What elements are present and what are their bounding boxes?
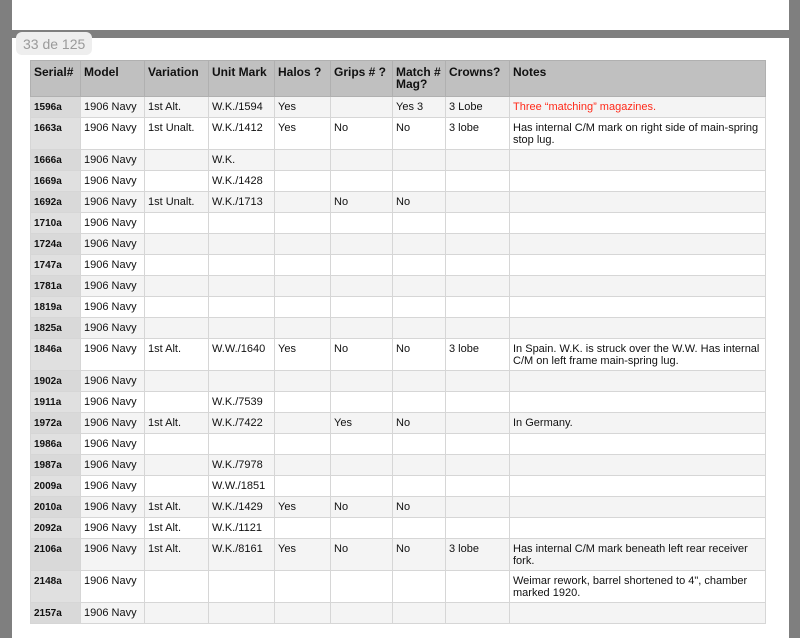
cell-crowns [446,213,510,234]
cell-grips [331,234,393,255]
cell-match-mag [393,455,446,476]
cell-serial: 1781a [31,276,81,297]
table-header [31,61,766,97]
cell-halos [275,213,331,234]
cell-match-mag: Yes 3 [393,97,446,118]
cell-match-mag: No [393,192,446,213]
table-row [31,603,766,624]
cell-serial: 2092a [31,518,81,539]
cell-match-mag [393,518,446,539]
cell-variation: 1st Alt. [145,539,209,571]
cell-grips [331,371,393,392]
cell-serial: 1596a [31,97,81,118]
cell-crowns [446,297,510,318]
cell-serial: 1663a [31,118,81,150]
header-model: Model [81,61,145,97]
cell-variation: 1st Unalt. [145,192,209,213]
cell-match-mag [393,603,446,624]
cell-halos [275,371,331,392]
cell-halos [275,192,331,213]
cell-grips [331,97,393,118]
cell-match-mag [393,392,446,413]
cell-halos [275,171,331,192]
cell-halos [275,434,331,455]
cell-notes [510,192,766,213]
cell-grips [331,392,393,413]
cell-halos: Yes [275,118,331,150]
cell-serial: 1692a [31,192,81,213]
cell-unit-mark: W.K./8161 [209,539,275,571]
cell-model: 1906 Navy [81,192,145,213]
cell-serial: 1710a [31,213,81,234]
cell-serial: 1724a [31,234,81,255]
cell-match-mag [393,434,446,455]
cell-model: 1906 Navy [81,455,145,476]
cell-crowns [446,571,510,603]
cell-model: 1906 Navy [81,518,145,539]
cell-serial: 1819a [31,297,81,318]
cell-variation [145,234,209,255]
cell-variation [145,318,209,339]
cell-grips: Yes [331,413,393,434]
cell-model: 1906 Navy [81,150,145,171]
cell-unit-mark [209,297,275,318]
cell-notes [510,171,766,192]
cell-match-mag: No [393,413,446,434]
cell-model: 1906 Navy [81,213,145,234]
cell-unit-mark: W.K./1713 [209,192,275,213]
header-grips: Grips # ? [331,61,393,97]
table-row [31,497,766,518]
cell-model: 1906 Navy [81,339,145,371]
cell-halos [275,276,331,297]
cell-unit-mark: W.K./1429 [209,497,275,518]
cell-model: 1906 Navy [81,392,145,413]
cell-crowns [446,434,510,455]
table-row [31,371,766,392]
cell-variation [145,571,209,603]
cell-model: 1906 Navy [81,571,145,603]
cell-variation: 1st Alt. [145,339,209,371]
cell-grips [331,434,393,455]
cell-serial: 1825a [31,318,81,339]
cell-variation [145,276,209,297]
cell-unit-mark [209,371,275,392]
cell-model: 1906 Navy [81,276,145,297]
table-row [31,255,766,276]
cell-variation: 1st Alt. [145,97,209,118]
cell-serial: 1902a [31,371,81,392]
header-serial: Serial# [31,61,81,97]
cell-unit-mark: W.K./7422 [209,413,275,434]
cell-unit-mark [209,318,275,339]
cell-serial: 1972a [31,413,81,434]
cell-variation [145,150,209,171]
cell-halos [275,603,331,624]
cell-match-mag [393,371,446,392]
cell-halos: Yes [275,339,331,371]
table-row [31,276,766,297]
cell-match-mag [393,571,446,603]
cell-notes [510,276,766,297]
cell-unit-mark: W.K./1428 [209,171,275,192]
table-row [31,318,766,339]
table-row [31,518,766,539]
cell-notes [510,297,766,318]
header-unit-mark: Unit Mark [209,61,275,97]
cell-halos [275,571,331,603]
cell-halos [275,518,331,539]
cell-variation [145,603,209,624]
cell-match-mag: No [393,539,446,571]
cell-unit-mark: W.K./7978 [209,455,275,476]
cell-crowns [446,171,510,192]
cell-notes [510,476,766,497]
cell-notes [510,255,766,276]
cell-unit-mark: W.K. [209,150,275,171]
cell-crowns [446,234,510,255]
cell-unit-mark: W.K./1412 [209,118,275,150]
cell-serial: 1911a [31,392,81,413]
table-row [31,571,766,603]
cell-grips [331,318,393,339]
cell-variation [145,297,209,318]
cell-variation [145,171,209,192]
cell-crowns: 3 lobe [446,118,510,150]
cell-model: 1906 Navy [81,371,145,392]
cell-match-mag [393,234,446,255]
serial-table [30,60,766,624]
cell-unit-mark [209,603,275,624]
cell-unit-mark: W.K./1594 [209,97,275,118]
cell-grips: No [331,192,393,213]
cell-variation: 1st Alt. [145,518,209,539]
cell-halos [275,297,331,318]
table-row [31,434,766,455]
cell-notes: Has internal C/M mark beneath left rear receiver fork. [510,539,766,571]
cell-model: 1906 Navy [81,318,145,339]
table-row [31,192,766,213]
header-variation: Variation [145,61,209,97]
cell-model: 1906 Navy [81,603,145,624]
cell-unit-mark: W.W./1851 [209,476,275,497]
cell-grips [331,150,393,171]
table-row [31,150,766,171]
cell-crowns [446,413,510,434]
cell-serial: 1846a [31,339,81,371]
cell-halos [275,455,331,476]
cell-notes [510,518,766,539]
table-row [31,392,766,413]
cell-serial: 1986a [31,434,81,455]
table-row [31,97,766,118]
cell-crowns [446,603,510,624]
cell-match-mag: No [393,118,446,150]
cell-notes: In Germany. [510,413,766,434]
header-halos: Halos ? [275,61,331,97]
cell-model: 1906 Navy [81,434,145,455]
cell-grips [331,603,393,624]
cell-model: 1906 Navy [81,255,145,276]
cell-model: 1906 Navy [81,171,145,192]
cell-variation [145,392,209,413]
table-row [31,413,766,434]
cell-unit-mark [209,434,275,455]
cell-match-mag [393,150,446,171]
cell-unit-mark [209,276,275,297]
cell-notes [510,318,766,339]
cell-serial: 1987a [31,455,81,476]
cell-variation [145,213,209,234]
cell-crowns [446,497,510,518]
cell-notes [510,392,766,413]
cell-notes: Three “matching” magazines. [510,97,766,118]
cell-variation: 1st Unalt. [145,118,209,150]
cell-crowns [446,318,510,339]
cell-unit-mark [209,213,275,234]
cell-crowns [446,392,510,413]
cell-notes: Weimar rework, barrel shortened to 4", chamber marked 1920. [510,571,766,603]
cell-notes [510,603,766,624]
cell-halos [275,392,331,413]
cell-grips [331,276,393,297]
cell-grips [331,255,393,276]
cell-grips [331,297,393,318]
cell-match-mag [393,297,446,318]
cell-crowns [446,476,510,497]
cell-notes [510,371,766,392]
table-row [31,339,766,371]
header-crowns: Crowns? [446,61,510,97]
cell-match-mag [393,276,446,297]
cell-halos [275,234,331,255]
cell-crowns [446,255,510,276]
cell-notes [510,434,766,455]
cell-model: 1906 Navy [81,118,145,150]
table-row [31,234,766,255]
cell-halos [275,413,331,434]
cell-model: 1906 Navy [81,476,145,497]
cell-variation [145,255,209,276]
cell-notes: Has internal C/M mark on right side of main-spring stop lug. [510,118,766,150]
cell-notes [510,213,766,234]
cell-serial: 1669a [31,171,81,192]
cell-variation [145,455,209,476]
cell-crowns [446,276,510,297]
cell-halos: Yes [275,539,331,571]
cell-crowns [446,455,510,476]
table-row [31,213,766,234]
header-notes: Notes [510,61,766,97]
cell-halos [275,476,331,497]
cell-unit-mark [209,571,275,603]
cell-grips: No [331,339,393,371]
cell-serial: 2157a [31,603,81,624]
table-row [31,297,766,318]
cell-serial: 1747a [31,255,81,276]
cell-crowns [446,150,510,171]
cell-match-mag: No [393,339,446,371]
cell-model: 1906 Navy [81,539,145,571]
cell-notes [510,497,766,518]
cell-grips [331,571,393,603]
cell-unit-mark: W.W./1640 [209,339,275,371]
cell-unit-mark [209,234,275,255]
cell-grips: No [331,118,393,150]
cell-grips: No [331,539,393,571]
cell-crowns [446,192,510,213]
cell-serial: 2106a [31,539,81,571]
cell-match-mag [393,318,446,339]
cell-crowns [446,518,510,539]
cell-notes [510,455,766,476]
cell-unit-mark: W.K./7539 [209,392,275,413]
cell-match-mag [393,213,446,234]
cell-grips [331,171,393,192]
cell-halos [275,150,331,171]
cell-grips [331,518,393,539]
cell-variation: 1st Alt. [145,413,209,434]
cell-halos [275,255,331,276]
cell-serial: 2010a [31,497,81,518]
cell-variation: 1st Alt. [145,497,209,518]
cell-model: 1906 Navy [81,413,145,434]
cell-variation [145,476,209,497]
cell-serial: 2148a [31,571,81,603]
cell-crowns: 3 lobe [446,339,510,371]
cell-halos: Yes [275,97,331,118]
cell-serial: 2009a [31,476,81,497]
cell-model: 1906 Navy [81,97,145,118]
table-row [31,455,766,476]
cell-notes [510,234,766,255]
cell-grips: No [331,497,393,518]
table-row [31,476,766,497]
table-row [31,118,766,150]
cell-grips [331,455,393,476]
cell-variation [145,434,209,455]
cell-model: 1906 Navy [81,497,145,518]
cell-notes [510,150,766,171]
table-row [31,539,766,571]
cell-match-mag [393,171,446,192]
cell-model: 1906 Navy [81,234,145,255]
cell-match-mag [393,255,446,276]
cell-notes: In Spain. W.K. is struck over the W.W. Has internal C/M on left frame main-spring lug. [510,339,766,371]
previous-page [12,0,789,30]
cell-grips [331,476,393,497]
page-indicator: 33 de 125 [16,32,92,55]
cell-crowns [446,371,510,392]
cell-variation [145,371,209,392]
header-match-mag: Match # Mag? [393,61,446,97]
cell-crowns: 3 lobe [446,539,510,571]
cell-model: 1906 Navy [81,297,145,318]
cell-crowns: 3 Lobe [446,97,510,118]
cell-serial: 1666a [31,150,81,171]
cell-grips [331,213,393,234]
cell-match-mag: No [393,497,446,518]
cell-match-mag [393,476,446,497]
cell-unit-mark: W.K./1121 [209,518,275,539]
cell-unit-mark [209,255,275,276]
cell-halos: Yes [275,497,331,518]
table-row [31,171,766,192]
cell-halos [275,318,331,339]
